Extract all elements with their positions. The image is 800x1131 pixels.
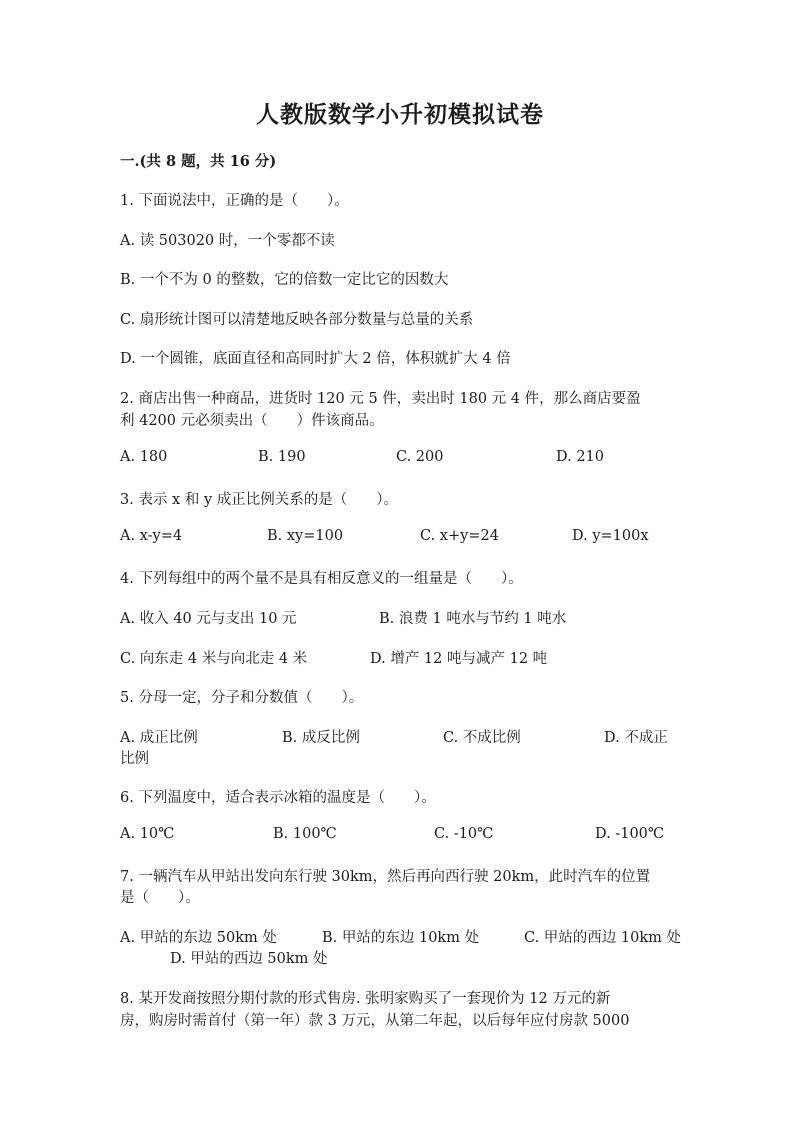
question-4-stem: 4. 下列每组中的两个量不是具有相反意义的一组量是（ ）。 [120,571,523,587]
question-6-stem: 6. 下列温度中，适合表示冰箱的温度是（ ）。 [120,790,436,806]
question-6-option-c: C. -10℃ [434,826,494,842]
question-2-stem-line-2: 利 4200 元必须卖出（ ）件该商品。 [120,413,384,429]
question-5-option-d: D. 不成正 [604,730,668,746]
question-7-option-a: A. 甲站的东边 50km 处 [120,930,277,946]
page-title: 人教版数学小升初模拟试卷 [256,101,544,128]
question-6-option-b: B. 100℃ [273,826,337,842]
question-5-option-d-wrap: 比例 [120,751,149,767]
question-1-option-c: C. 扇形统计图可以清楚地反映各部分数量与总量的关系 [120,312,474,328]
question-2-stem-line-1: 2. 商店出售一种商品，进货时 120 元 5 件，卖出时 180 元 4 件，那么商店要盈 [120,391,641,407]
question-5-option-a: A. 成正比例 [120,730,198,746]
question-3-option-d: D. y=100x [572,528,649,544]
question-3-option-c: C. x+y=24 [420,528,499,544]
question-5-stem: 5. 分母一定，分子和分数值（ ）。 [120,690,364,706]
question-4-option-d: D. 增产 12 吨与减产 12 吨 [370,651,548,667]
question-7-option-c: C. 甲站的西边 10km 处 [524,930,682,946]
question-1-stem: 1. 下面说法中，正确的是（ ）。 [120,193,349,209]
question-1-option-b: B. 一个不为 0 的整数，它的倍数一定比它的因数大 [120,272,449,288]
question-1-option-a: A. 读 503020 时，一个零都不读 [120,233,335,249]
question-7-stem-line-2: 是（ ）。 [120,890,200,906]
question-2-option-d: D. 210 [556,449,605,465]
question-7-option-d: D. 甲站的西边 50km 处 [170,951,328,967]
question-5-option-b: B. 成反比例 [282,730,360,746]
question-4-option-b: B. 浪费 1 吨水与节约 1 吨水 [379,611,567,627]
section-heading: 一.(共 8 题，共 16 分) [120,153,277,170]
question-4-option-a: A. 收入 40 元与支出 10 元 [120,611,297,627]
question-7-stem-line-1: 7. 一辆汽车从甲站出发向东行驶 30km，然后再向西行驶 20km，此时汽车的位置 [120,869,651,885]
question-6-option-d: D. -100℃ [595,826,665,842]
question-2-option-a: A. 180 [120,449,168,465]
question-4-option-c: C. 向东走 4 米与向北走 4 米 [120,651,308,667]
question-2-option-c: C. 200 [396,449,444,465]
question-1-option-d: D. 一个圆锥，底面直径和高同时扩大 2 倍，体积就扩大 4 倍 [120,351,511,367]
question-8-stem-line-1: 8. 某开发商按照分期付款的形式售房. 张明家购买了一套现价为 12 万元的新 [120,991,611,1007]
question-7-option-b: B. 甲站的东边 10km 处 [322,930,480,946]
question-3-stem: 3. 表示 x 和 y 成正比例关系的是（ ）。 [120,492,398,508]
question-6-option-a: A. 10℃ [120,826,175,842]
question-8-stem-line-2: 房，购房时需首付（第一年）款 3 万元，从第二年起，以后每年应付房款 5000 [120,1013,630,1029]
question-5-option-c: C. 不成比例 [443,730,521,746]
question-3-option-b: B. xy=100 [267,528,344,544]
question-2-option-b: B. 190 [258,449,306,465]
question-3-option-a: A. x-y=4 [120,528,183,544]
